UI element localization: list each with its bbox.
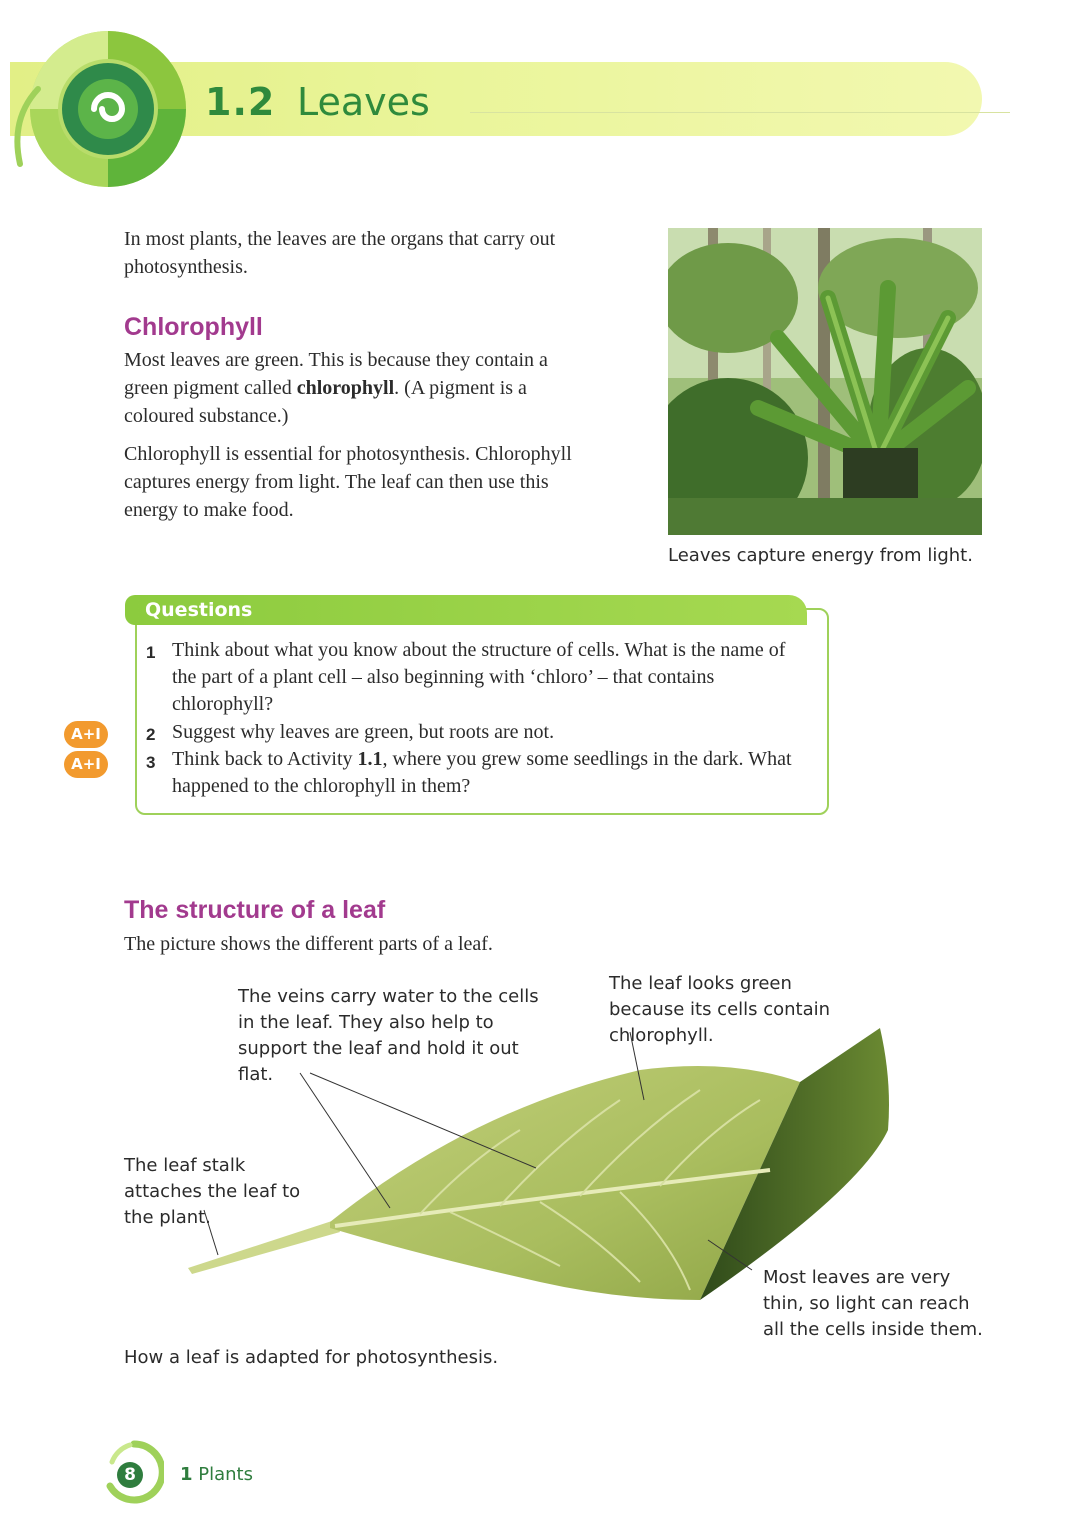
swirl-logo-icon [8,14,198,194]
structure-intro: The picture shows the different parts of a leaf. [124,933,493,955]
ai-badge: A+I [64,751,108,778]
question-number: 1 [146,643,156,662]
page-number: 8 [117,1462,143,1488]
question-text: Think back to Activity 1.1, where you grew some seedlings in the dark. What happened to the chlorophyll in them? [172,748,792,797]
chlorophyll-term: chlorophyll [296,377,395,399]
question-number: 3 [146,753,156,772]
veins-label: The veins carry water to the cells in the leaf. They also help to support the leaf and hold it out flat. [238,986,539,1085]
chlorophyll-paragraph-2: Chlorophyll is essential for photosynthesis. Chlorophyll captures energy from light. The leaf can then use this energy to make food. [124,443,572,521]
ai-badge: A+I [64,721,108,748]
chlorophyll-label: The leaf looks green because its cells contain chlorophyll. [609,973,831,1046]
diagram-caption: How a leaf is adapted for photosynthesis. [124,1347,499,1368]
footer-chapter: 1 Plants [180,1464,253,1485]
title-rule [470,112,1010,113]
photo-caption: Leaves capture energy from light. [668,545,973,566]
question-number: 2 [146,725,156,744]
intro-paragraph: In most plants, the leaves are the organs that carry out photosynthesis. [124,228,556,278]
structure-heading: The structure of a leaf [124,896,386,924]
section-number: 1.2 [205,80,276,124]
chlorophyll-heading: Chlorophyll [124,313,263,341]
question-text: Think about what you know about the structure of cells. What is the name of the part of a plant cell – also beginning with ‘chloro’ – that contains chlorophyll? [172,639,786,715]
chlorophyll-paragraph-1: Most leaves are green. This is because they contain a green pigment called chlorophyll. (A pigment is a coloured substance.) [124,349,548,427]
forest-photo [668,228,982,535]
stalk-label: The leaf stalk attaches the leaf to the plant. [124,1155,301,1228]
page-title: Leaves [297,80,430,124]
thin-leaf-label: Most leaves are very thin, so light can reach all the cells inside them. [763,1267,983,1340]
questions-title: Questions [145,599,253,621]
question-text: Suggest why leaves are green, but roots are not. [172,721,555,743]
